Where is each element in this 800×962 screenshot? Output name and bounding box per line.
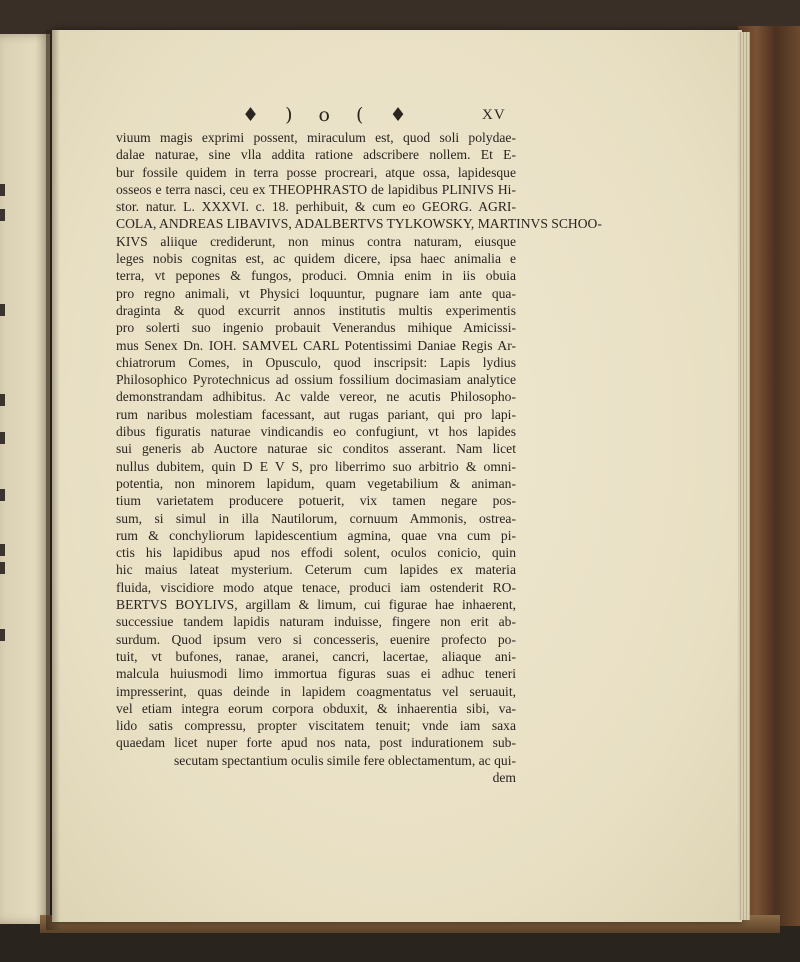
text-line: surdum. Quod ipsum vero si concesseris, euenire profecto po- (116, 631, 516, 647)
facing-text-fragment (0, 209, 5, 221)
text-line: malcula huiusmodi limo immortua figuras suas ei adhuc teneri (116, 666, 516, 682)
text-line: terra, vt pepones & fungos, produci. Omnia enim in iis obuia (116, 268, 516, 284)
text-line: leges nobis cognitas est, ac quidem dicere, ipsa haec animalia e (116, 251, 516, 267)
facing-text-fragment (0, 544, 5, 556)
text-line: sum, si simul in illa Nautilorum, cornuum Ammonis, ostrea- (116, 510, 516, 526)
facing-page-edge (0, 34, 50, 924)
text-line: lido satis compressu, propter viscitatem tenuit; vnde iam saxa (116, 718, 516, 734)
text-line: impresserint, quas deinde in lapidem coagmentatus vel seruauit, (116, 683, 516, 699)
text-line: mus Senex Dn. IOH. SAMVEL CARL Potentissimi Daniae Regis Ar- (116, 337, 516, 353)
text-line: ctis his lapidibus apud nos effodi solent, oculos conicio, quin (116, 545, 516, 561)
text-line: tium varietatem producere potuerit, vix tamen negare pos- (116, 493, 516, 509)
text-line: osseos e terra nasci, ceu ex THEOPHRASTO de lapidibus PLINIVS Hi- (116, 181, 516, 197)
text-line: secutam spectantium oculis simile fere oblectamentum, ac qui- (174, 752, 516, 768)
text-line: rum naribus molestiam facessant, aut rugas pariant, qui pro lapi- (116, 406, 516, 422)
text-line: fluida, viscidiore modo atque tenace, produci iam ostenderit RO- (116, 579, 516, 595)
text-line: pro solerti suo ingenio probauit Venerandus mihique Amicissi- (116, 320, 516, 336)
facing-text-fragment (0, 489, 5, 501)
text-line: rum & conchyliorum lapidescentium agmina, quae vna cum pi- (116, 527, 516, 543)
text-line: Philosophico Pyrotechnicus ad ossium fossilium docimasiam analytice (116, 372, 516, 388)
facing-text-fragment (0, 184, 5, 196)
page-number: XV (482, 107, 506, 123)
text-line: successiue tandem lapidis naturam induisse, fingere non erit ab- (116, 614, 516, 630)
text-line: dalae naturae, sine vlla addita ratione adscribere nollem. Et E- (116, 147, 516, 163)
facing-text-fragment (0, 432, 5, 444)
facing-text-fragment (0, 394, 5, 406)
gutter-shadow (46, 30, 60, 930)
text-line: viuum magis exprimi possent, miraculum est, quod soli polydae- (116, 130, 516, 145)
text-line: stor. natur. L. XXXVI. c. 18. perhibuit, & cum eo GEORG. AGRI- (116, 199, 516, 215)
text-line: tuit, vt bufones, ranae, aranei, cancri, lacertae, aliaque ani- (116, 648, 516, 664)
text-line: bur fossile quidem in terra posse procreari, atque ossa, lapidesque (116, 164, 516, 180)
text-line: chiatrorum Comes, in Opusculo, quod inscripsit: Lapis lydius (116, 354, 516, 370)
body-text (116, 129, 602, 786)
text-line: draginta & quod excurrit annos institutis multis experimentis (116, 302, 516, 318)
running-head-ornament: ♦ ) o ( ♦ (242, 104, 417, 126)
text-line: vel etiam integra eorum corpora obduxit, & inhaerentia sibi, va- (116, 700, 516, 716)
text-line: KIVS aliique crediderunt, non minus contra naturam, eiusque (116, 233, 516, 249)
text-line: COLA, ANDREAS LIBAVIVS, ADALBERTVS TYLKOWSKY, MARTINVS SCHOO- (116, 216, 602, 232)
facing-text-fragment (0, 629, 5, 641)
catchword: dem (492, 769, 516, 785)
text-line: potentia, non minorem lapidum, quam vegetabilium & animan- (116, 475, 516, 491)
text-line: sui generis ab Auctore naturae sic conditos asserant. Nam licet (116, 441, 516, 457)
facing-text-fragment (0, 304, 5, 316)
page-stack-edge (738, 32, 750, 920)
text-line: hic maius lateat mysterium. Ceterum cum lapides ex materia (116, 562, 516, 578)
text-line: nullus dubitem, quin D E V S, pro liberrimo suo arbitrio & omni- (116, 458, 516, 474)
text-line: demonstrandam adhibitus. Ac valde vereor, ne acutis Philosopho- (116, 389, 516, 405)
text-line: pro regno animali, vt Physici loquuntur, pugnare iam ante qua- (116, 285, 516, 301)
text-line: dibus figuratis naturae vindicandis eo confugiunt, vt hos lapides (116, 424, 516, 440)
text-line: BERTVS BOYLIVS, argillam & limum, cui figurae hae inhaerent, (116, 597, 516, 613)
text-line: quaedam licet nuper forte apud nos nata, post indurationem sub- (116, 735, 516, 751)
facing-text-fragment (0, 562, 5, 574)
